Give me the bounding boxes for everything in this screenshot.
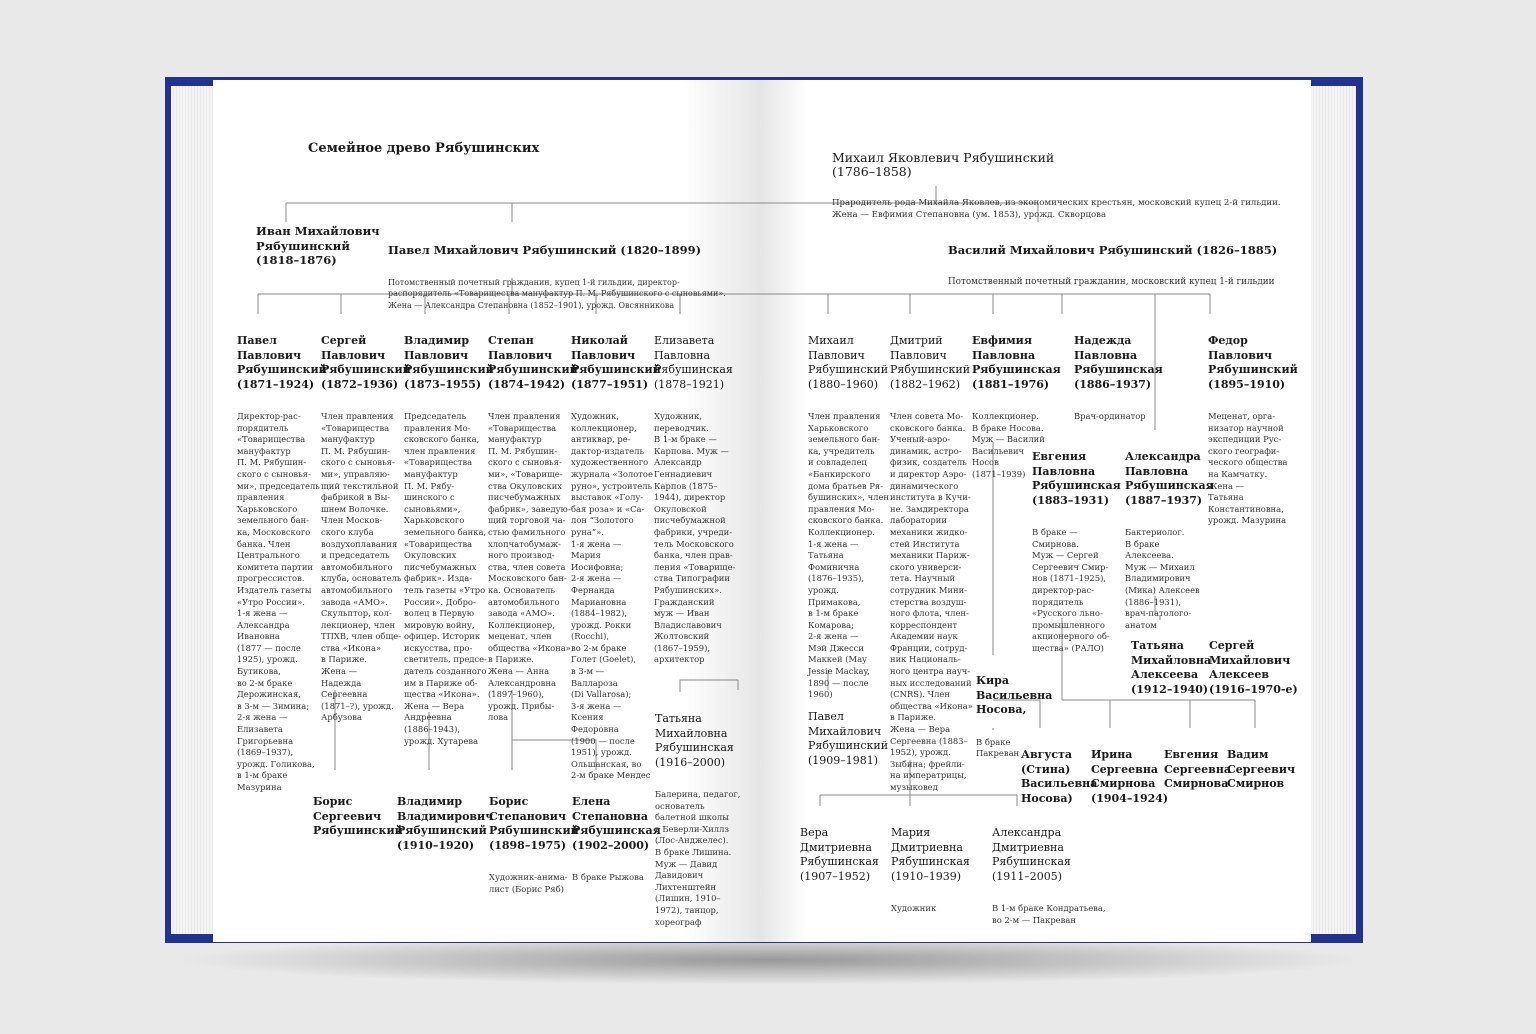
- person-name: Павел Павлович Рябушинский (1871–1924): [237, 334, 327, 391]
- person-name: Елена Степановна Рябушинская (1902–2000): [572, 795, 661, 852]
- person-name: Мария Дмитриевна Рябушинская (1910–1939): [891, 826, 970, 883]
- person-name: Вера Дмитриевна Рябушинская (1907–1952): [800, 826, 879, 883]
- person-name: Александра Дмитриевна Рябушинская (1911–2005): [992, 826, 1071, 883]
- person-node: [890, 315, 973, 813]
- person-desc: Меценат, орга- низатор научной экспедиции Рус- ского географи- ческого общества на Камчатку. Жена — Татьяна Константиновна, урожд. Мазурина: [1208, 411, 1288, 526]
- person-desc: Член правления Харьковского земельного бан- ка, учредитель и совладелец «Банкирского дома братьев Ря- бушинских», член правления Мо- сковского банка. Коллекционер. 1-я жена — Татьяна Фоминична (1876–1935), урожд. Примакова, в 1-м браке Комарова; 2-я жена — Мэй Джесси Маккей (May Jessie Mackay, 1890 — после 1960): [808, 411, 889, 700]
- person-desc: В 1-м браке Кондратьева, во 2-м — Пакреван: [992, 903, 1106, 925]
- person-node: [404, 315, 494, 766]
- person-node: [1208, 315, 1298, 546]
- person-desc: Художник-анима- лист (Борис Ряб): [489, 872, 568, 894]
- person-name: Сергей Павлович Рябушинский (1872–1936): [321, 334, 411, 391]
- person-node: [1074, 315, 1163, 442]
- person-desc: Член правления «Товарищества мануфактур П. М. Рябушин- ского с сыновья- ми», управляю- щий текстильной фабрикой в Вы- шнем Волочке. Член Москов- ского клуба воздухоплавания и председатель автомобильного клуба, основатель автомобильного завода «АМО». Скульптор, кол- лекционер, член ТПХВ, член обще- ства «Икона» в Париже. Жена — Надежда Сергеевна (1871–?), урожд. Арбузова: [321, 411, 402, 723]
- root-desc: Прародитель рода Михайла Яковлев, из экономических крестьян, московский купец 2-й гильдии. Жена — Евфимия Степановна (ум. 1853), урожд. Скворцова: [832, 198, 1281, 220]
- person-name: Кира Васильевна Носова,: [976, 674, 1053, 716]
- person-node: [808, 315, 889, 720]
- person-name: Евгения Павловна Рябушинская (1883–1931): [1032, 450, 1121, 507]
- person-name: Татьяна Михайловна Рябушинская (1916–2000): [655, 712, 734, 769]
- person-node: [891, 807, 970, 934]
- person-node: [571, 315, 661, 801]
- person-desc: Художник: [891, 903, 937, 913]
- person-name: Ирина Сергеевна Смирнова (1904–1924): [1091, 748, 1169, 805]
- person-desc: Директор-рас- порядитель «Товарищества мануфактур П. М. Рябушин- ского с сыновья- ми», председатель правления Харьковского земельного бан- ка, Московского банка. Член Центрального комитета партии прогрессистов. Издатель газеты «Утро России». 1-я жена — Александра Ивановна (1877 — после 1925), урожд. Бутикова, во 2-м браке Дерожинская, в 3-м — Зимина; 2-я жена — Елизавета Григорьевна (1869–1937), урожд. Голикова, в 1-м браке Мазурина: [237, 411, 320, 792]
- person-desc: Председатель правления Мо- сковского банка, член правления «Товарищества мануфактур П. М. Рябу- шинского с сыновьями», Харьковского земельного банка, «Товарищества Окуловских писчебумажных фабрик». Изда- тель газеты «Утро России». Добро- волец в Первую мировую войну, офицер. Историк искусства, про- светитель, предсе- датель созданного им в Париже об- щества «Икона». Жена — Вера Андреевна (1886–1943), урожд. Хутарева: [404, 411, 487, 746]
- person-node: [237, 315, 327, 813]
- person-name: Федор Павлович Рябушинский (1895–1910): [1208, 334, 1298, 391]
- pavel-desc: Потомственный почетный гражданин, купец 1-й гильдии, директор- распорядитель «Товарищества мануфактур П. М. Рябушинского с сыновьями». Жена — Александра Степановна (1852–1901), урожд. Овсянникова: [388, 277, 726, 310]
- person-name: Августа (Стина) Васильевна Носова): [1021, 748, 1098, 805]
- person-name: Степан Павлович Рябушинский (1874–1942): [488, 334, 578, 391]
- person-desc: Член правления «Товарищества мануфактур П. М. Рябушин- ского с сыновья- ми», «Товарище- ства Окуловских писчебумажных фабрик», заведую- щий торговой ча- стью фамильного хлопчатобумаж- ного производ- ства, член совета Московского бан- ка. Основатель автомобильного завода «АМО». Коллекционер, меценат, член общества «Икона» в Париже. Жена — Анна Александровна (1897–1960), урожд. Прибы- лова: [488, 411, 571, 723]
- person-name: Дмитрий Павлович Рябушинский (1882–1962): [890, 334, 971, 391]
- person-node: [800, 807, 879, 903]
- person-node: [1227, 729, 1295, 811]
- person-name: Вадим Сергеевич Смирнов: [1227, 748, 1296, 790]
- person-node: [572, 776, 661, 903]
- person-node: [808, 691, 888, 787]
- person-desc: Член совета Мо- сковского банка. Ученый-аэро- динамик, астро- физик, создатель и директор Аэро- динамического института в Кучи- не. Замдиректора лаборатории механики жидко- стей Института механики Париж- ского универси- тета. Научный сотрудник Мини- стерства воздуш- ного флота, член- корреспондент Академии наук Франции, сотруд- ник Националь- ного центра науч- ных исследований (CNRS). Член общества «Икона» в Париже. Жена — Вера Сергеевна (1883– 1952), урожд. Зыбина; фрейли- на императрицы, музыковед: [890, 411, 973, 792]
- person-name: Владимир Владимирович Рябушинский (1910–1920): [397, 795, 494, 852]
- pavel-name: Павел Михайлович Рябушинский (1820–1899): [388, 243, 702, 257]
- person-name: Борис Сергеевич Рябушинский: [313, 795, 403, 837]
- person-node: [488, 315, 578, 743]
- vasily-node: [948, 224, 1277, 307]
- tree-title: Семейное древо Рябушинских: [308, 141, 540, 156]
- person-node: [1164, 729, 1231, 811]
- person-name: Борис Степанович Рябушинский (1898–1975): [489, 795, 579, 852]
- person-name: Павел Михайлович Рябушинский (1909–1981): [808, 710, 889, 767]
- vasily-desc: Потомственный почетный гражданин, московский купец 1-й гильдии: [948, 276, 1275, 287]
- person-node: [321, 315, 411, 743]
- person-desc: В браке Пакреван: [976, 736, 1020, 759]
- person-name: Елизавета Павловна Рябушинская (1878–1921): [654, 334, 733, 391]
- person-node: [489, 776, 579, 914]
- person-node: [992, 807, 1106, 945]
- person-desc: Врач-ординатор: [1074, 411, 1146, 421]
- person-node: [313, 776, 403, 858]
- person-name: Евфимия Павловна Рябушинская (1881–1976): [972, 334, 1061, 391]
- person-node: [397, 776, 493, 872]
- person-name: Владимир Павлович Рябушинский (1873–1955): [404, 334, 494, 391]
- person-node: [1131, 620, 1211, 716]
- person-desc: Художник, коллекционер, антиквар, ре- дактор-издатель художественного журнала «Золотое руно», устроитель выставок «Голу- бая роза» и «Са- лон “Золотого руна”». 1-я жена — Мария Иосифовна; 2-я жена — Фернанда Мариановна (1884–1982), урожд. Рокки (Rocchi), во 2-м браке Голет (Goelet), в 3-м — Валлароза (Di Vallarosa); 3-я жена — Ксения Федоровна (1900 — после 1951), урожд. Ольшанская, во 2-м браке Мендес: [571, 411, 653, 781]
- person-node: [654, 315, 735, 685]
- person-name: Татьяна Михайловна Алексеева (1912–1940): [1131, 639, 1212, 696]
- person-desc: В браке Рыжова: [572, 872, 644, 882]
- person-name: Сергей Михайлович Алексеев (1916–1970-е): [1209, 639, 1298, 696]
- person-desc: В браке — Смирнова. Муж — Сергей Сергеевич Смир- нов (1871–1925), директор-рас- порядитель «Русского льно- промышленного акционерного об- щества» (РАЛО): [1032, 527, 1110, 653]
- ivan-node: Иван Михайлович Рябушинский (1818–1876): [256, 224, 380, 267]
- root-name: Михаил Яковлевич Рябушинский (1786–1858): [832, 150, 1055, 179]
- person-name: Александра Павловна Рябушинская (1887–1937): [1125, 450, 1214, 507]
- person-name: Николай Павлович Рябушинский (1877–1951): [571, 334, 661, 391]
- person-desc: Балерина, педагог, основатель балетной школы в Беверли-Хиллз (Лос-Анджелес). В браке Лишина. Муж — Давид Давидович Лихтенштейн (Лишин, 1910– 1972), танцор, хореограф: [655, 789, 741, 927]
- person-desc: Бактериолог. В браке Алексеева. Муж — Михаил Владимирович (Мика) Алексеев (1886–1931), врач-патолого- анатом: [1125, 527, 1200, 630]
- person-node: [655, 693, 740, 947]
- person-name: Надежда Павловна Рябушинская (1886–1937): [1074, 334, 1163, 391]
- vasily-name: Василий Михайлович Рябушинский (1826–1885): [948, 243, 1278, 257]
- person-desc: Коллекционер. В браке Носова. Муж — Василий Васильевич Носов (1871–1939): [972, 411, 1045, 479]
- person-desc: Художник, переводчик. В 1-м браке — Карпова. Муж — Александр Геннадиевич Карпов (1875– 1944), директор Окуловской писчебумажной фабрики, учреди- тель Московского банка, член прав- ления «Товарище- ства Типографии Рябушинских». Гражданский муж — Иван Владиславович Жолтовский (1867–1959), архитектор: [654, 411, 736, 665]
- person-name: Евгения Сергеевна Смирнова: [1164, 748, 1232, 790]
- person-node: [1209, 620, 1298, 716]
- person-node: [1032, 431, 1121, 674]
- person-node: [1125, 431, 1214, 650]
- person-name: Михаил Павлович Рябушинский (1880–1960): [808, 334, 889, 391]
